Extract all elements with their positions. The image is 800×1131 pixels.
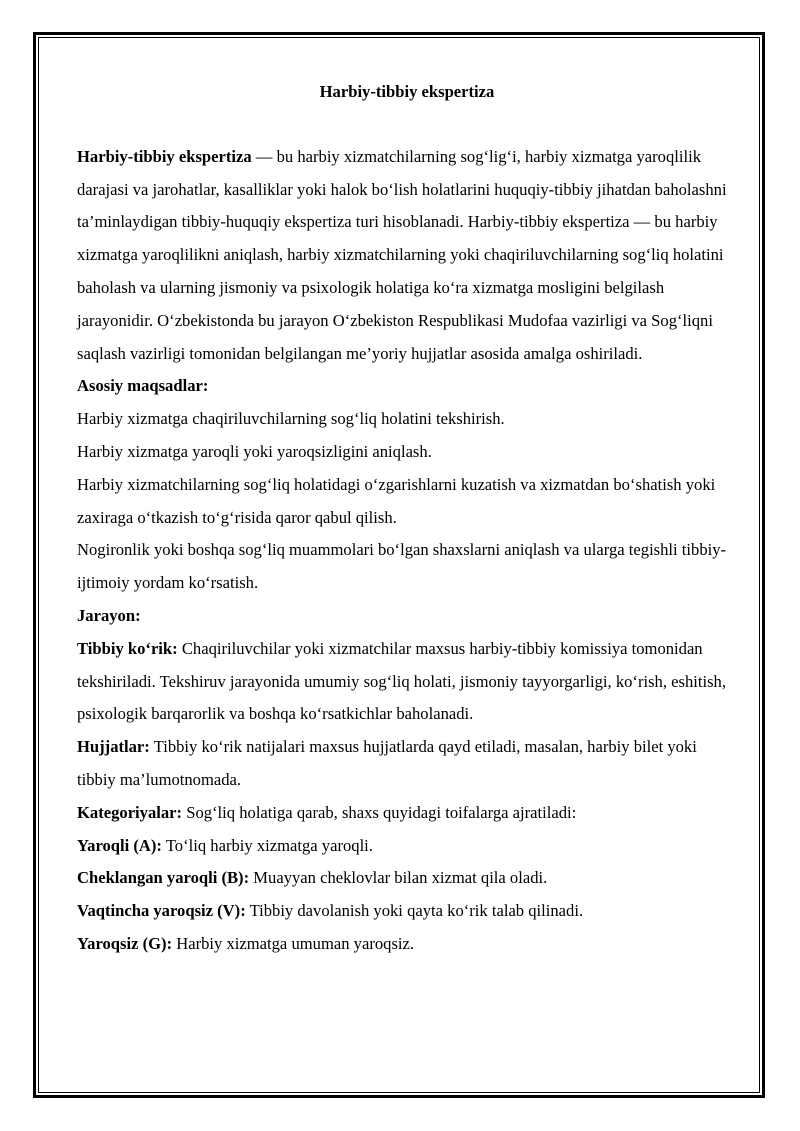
category-term: Cheklangan yaroqli (B): — [77, 868, 250, 888]
category-text: To‘liq harbiy xizmatga yaroqli. — [161, 835, 373, 855]
document-title: Harbiy-tibbiy ekspertiza — [319, 82, 495, 101]
category-text: Harbiy xizmatga umuman yaroqsiz. — [172, 933, 415, 953]
goals-heading: Asosiy maqsadlar: — [77, 376, 209, 396]
goal-item: Harbiy xizmatga yaroqli yoki yaroqsizligini aniqlash. — [77, 441, 432, 461]
goal-item: Harbiy xizmatga chaqiriluvchilarning sog‘liq holatini tekshirish. — [77, 409, 505, 429]
process-item — [77, 633, 737, 731]
process-heading: Jarayon: — [77, 605, 141, 625]
goal-item: Harbiy xizmatchilarning sog‘liq holatidagi o‘zgarishlarni kuzatish va xizmatdan bo‘shatish yoki zaxiraga o‘tkazish to‘g‘risida qaror qabul qilish. — [77, 474, 716, 527]
category-item — [77, 928, 737, 961]
category-item — [77, 895, 737, 928]
category-text: Tibbiy davolanish yoki qayta ko‘rik talab qilinadi. — [245, 901, 584, 921]
process-text: Chaqiriluvchilar yoki xizmatchilar maxsus harbiy-tibbiy komissiya tomonidan tekshiriladi. Tekshiruv jarayonida umumiy sog‘liq holati, jismoniy tayyorgarligi, ko‘rish, eshitish, psixologik barqarorlik va boshqa ko‘rsatkichlar baholanadi. — [77, 638, 726, 724]
goal-item: Nogironlik yoki boshqa sog‘liq muammolari bo‘lgan shaxslarni aniqlash va ularga tegishli tibbiy-ijtimoiy yordam ko‘rsatish. — [77, 540, 727, 593]
category-item — [77, 862, 737, 895]
process-text: Sog‘liq holatiga qarab, shaxs quyidagi toifalarga ajratiladi: — [182, 802, 577, 822]
category-text: Muayyan cheklovlar bilan xizmat qila oladi. — [249, 868, 548, 888]
intro-text: — bu harbiy xizmatchilarning sog‘lig‘i, harbiy xizmatga yaroqlilik darajasi va jarohatlar, kasalliklar yoki halok bo‘lish holatlarini huquqiy-tibbiy jihatdan baholashni ta’minlaydigan tibbiy-huquqiy ekspertiza turi hisoblanadi. Harbiy-tibbiy ekspertiza — bu harbiy xizmatga yaroqlilikni aniqlash, harbiy xizmatchilarning yoki chaqiriluvchilarning sog‘liq holatini baholash va ularning jismoniy va psixologik holatiga ko‘ra xizmatga mosligini belgilash jarayonidir. O‘zbekistonda bu jarayon O‘zbekiston Respublikasi Mudofaa vazirligi va Sog‘liqni saqlash vazirligi tomonidan belgilangan me’yoriy hujjatlar asosida amalga oshiriladi. — [77, 146, 727, 363]
intro-term: Harbiy-tibbiy ekspertiza — [77, 146, 252, 166]
process-item — [77, 731, 737, 797]
category-term: Yaroqli (A): — [77, 835, 162, 855]
category-term: Vaqtincha yaroqsiz (V): — [77, 901, 246, 921]
intro-paragraph — [77, 141, 737, 371]
process-term: Tibbiy ko‘rik: — [77, 638, 178, 658]
process-term: Kategoriyalar: — [77, 802, 183, 822]
category-term: Yaroqsiz (G): — [77, 933, 173, 953]
process-text: Tibbiy ko‘rik natijalari maxsus hujjatlarda qayd etiladi, masalan, harbiy bilet yoki tibbiy ma’lumotnomada. — [77, 737, 697, 789]
process-item — [77, 797, 737, 830]
process-term: Hujjatlar: — [77, 737, 150, 757]
category-item — [77, 830, 737, 863]
document-body — [77, 76, 737, 961]
